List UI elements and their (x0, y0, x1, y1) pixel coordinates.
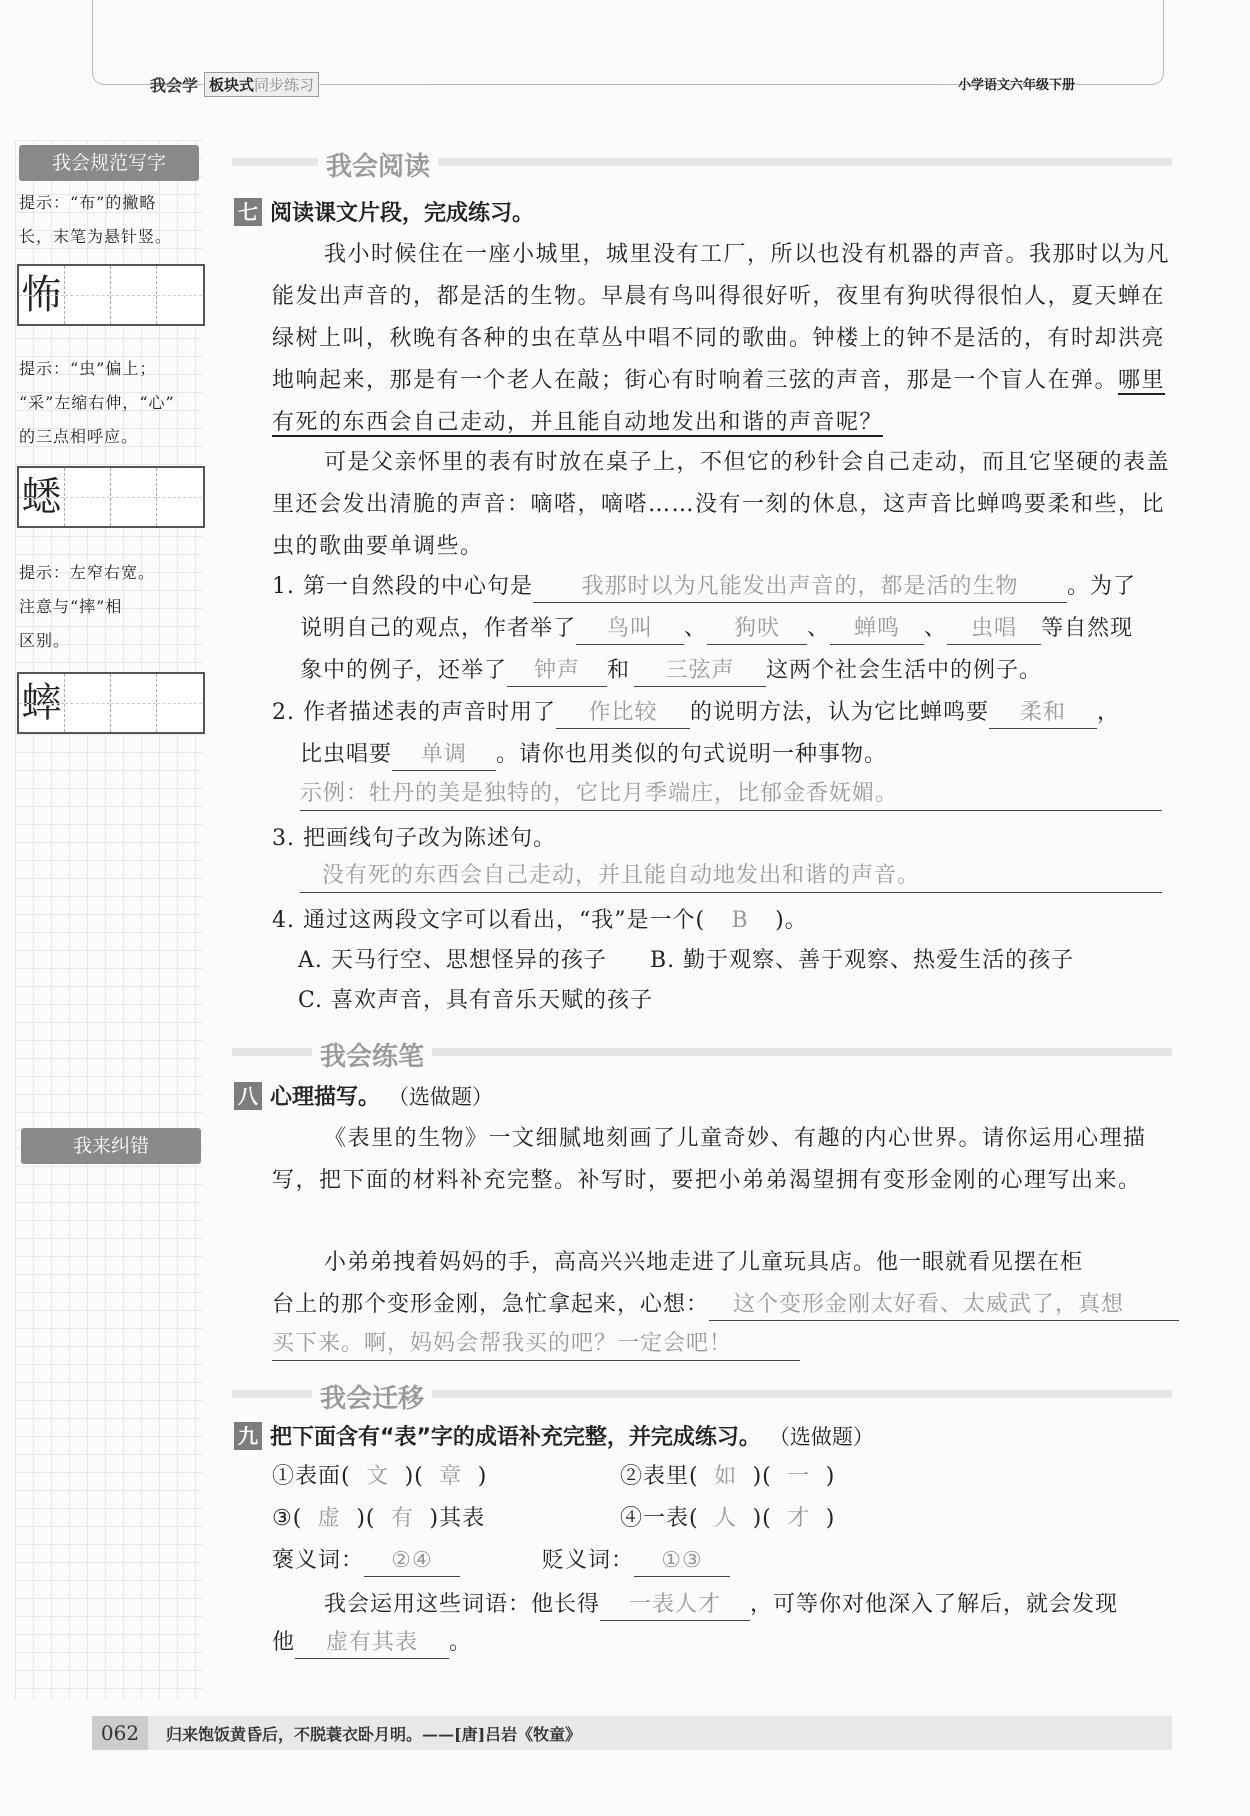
text: 、 (807, 616, 831, 641)
idiom-3 (272, 1498, 485, 1540)
question-title: 阅读课文片段，完成练习。 (270, 201, 535, 226)
q8-material-line-2 (272, 1284, 1179, 1326)
sub-question-1-line-2 (300, 608, 1133, 650)
header-divider (430, 84, 940, 85)
practice-cell (157, 674, 202, 732)
practice-cell (111, 674, 157, 732)
text: 褒义词： (272, 1548, 365, 1573)
option-b: B. 勤于观察、善于观察、热爱生活的孩子 (650, 948, 1075, 973)
section-title-transfer: 我会迁移 (312, 1378, 432, 1406)
text: 。 (449, 1630, 473, 1655)
answer-line-example[interactable]: 示例：牡丹的美是独特的，它比月季端庄，比郁金香妩媚。 (300, 778, 1162, 811)
answer-field[interactable]: 虚 (317, 1506, 341, 1531)
answer-field[interactable]: 一 (787, 1464, 811, 1489)
practice-cell (111, 468, 157, 526)
footer-quote: 归来饱饭黄昏后，不脱蓑衣卧月明。——[唐]吕岩《牧童》 (166, 1724, 582, 1744)
model-char-1: 怖 (19, 266, 65, 324)
tip-2-line-2: “采”左缩右伸，“心” (19, 393, 175, 412)
text: 比虫唱要 (300, 742, 393, 767)
tip-1 (19, 186, 209, 254)
q9-usage-line-1 (324, 1584, 1118, 1626)
answer-field[interactable]: 如 (714, 1464, 738, 1489)
sidebar-tab-handwriting: 我会规范写字 (19, 145, 199, 181)
text: ②表里( (620, 1464, 699, 1489)
practice-cell (65, 468, 111, 526)
text: 2. 作者描述表的声音时用了 (272, 700, 556, 725)
page-number: 062 (92, 1716, 148, 1750)
text: ， (1097, 700, 1121, 725)
answer-line-statement[interactable]: 没有死的东西会自己走动，并且能自动地发出和谐的声音。 (300, 860, 1162, 893)
text: 说明自己的观点，作者举了 (300, 616, 577, 641)
sub-question-4 (272, 900, 808, 942)
idiom-2 (620, 1456, 835, 1498)
practice-cell (65, 266, 111, 324)
header-brand (150, 72, 319, 97)
sub-question-1-line-3 (300, 650, 1042, 692)
question-title: 心理描写。 (270, 1085, 381, 1110)
text: ) (825, 1506, 836, 1531)
series-name: 板块式 (209, 76, 255, 94)
question-note: （选做题） (768, 1424, 874, 1449)
text: )其表 (429, 1506, 486, 1531)
option-c: C. 喜欢声音，具有音乐天赋的孩子 (298, 988, 654, 1013)
book-title: 小学语文六年级下册 (958, 78, 1076, 93)
sidebar (15, 140, 203, 1700)
text: 和 (607, 658, 631, 683)
text: 、 (924, 616, 948, 641)
model-char-2: 蟋 (19, 468, 65, 526)
text: 。为了 (1066, 574, 1136, 599)
passage-paragraph-1 (272, 234, 1176, 444)
text: 台上的那个变形金刚，急忙拿起来，心想： (272, 1292, 710, 1317)
text: 贬义词： (542, 1548, 635, 1573)
section-title-read: 我会阅读 (318, 146, 438, 174)
text: 这两个社会生活中的例子。 (766, 658, 1043, 683)
text: 、 (684, 616, 708, 641)
q8-instructions: 《表里的生物》一文细腻地刻画了儿童奇妙、有趣的内心世界。请你运用心理描写，把下面的材料补充完整。补写时，要把小弟弟渴望拥有变形金刚的心理写出来。 (272, 1126, 1147, 1193)
text: ) (477, 1464, 488, 1489)
sidebar-tab-correction: 我来纠错 (21, 1128, 201, 1164)
series-subname: 同步练习 (254, 76, 315, 94)
series-badge (204, 72, 319, 97)
model-char-3: 蟀 (19, 674, 65, 732)
question-title: 把下面含有“表”字的成语补充完整，并完成练习。 (270, 1425, 761, 1450)
q8-material-line-1: 小弟弟拽着妈妈的手，高高兴兴地走进了儿童玩具店。他一眼就看见摆在柜 (324, 1250, 1084, 1275)
answer-field[interactable]: 我那时以为凡能发出声音的，都是活的生物 (533, 572, 1067, 603)
answer-field[interactable]: ②④ (364, 1546, 460, 1577)
question-number: 八 (234, 1082, 262, 1110)
idiom-4 (620, 1498, 835, 1540)
text: 1. 第一自然段的中心句是 (272, 574, 533, 599)
tip-3-line-3: 区别。 (19, 631, 71, 650)
text: )( (752, 1464, 772, 1489)
text: 象中的例子，还举了 (300, 658, 508, 683)
char-practice-1 (17, 264, 205, 326)
underlined-sentence: 哪里有死的东西会自己走动，并且能自动地发出和谐的声音呢？ (272, 368, 1166, 435)
question-number: 九 (234, 1422, 262, 1450)
practice-cell (157, 468, 202, 526)
text: )。 (775, 908, 808, 933)
text: 4. 通过这两段文字可以看出，“我”是一个( (272, 908, 706, 933)
section-title-write: 我会练笔 (312, 1036, 432, 1064)
passage-text: 我小时候住在一座小城里，城里没有工厂，所以也没有机器的声音。我那时以为凡能发出声音的，都是活的生物。早晨有鸟叫得很好听，夜里有狗吠得很怕人，夏天蝉在绿树上叫，秋晚有各种的虫在草丛中唱不同的歌曲。钟楼上的钟不是活的，有时却洪亮地响起来，那是有一个老人在敲；街心有时响着三弦的声音，那是一个盲人在弹。 (272, 242, 1171, 393)
passage-paragraph-2: 可是父亲怀里的表有时放在桌子上，不但它的秒针会自己走动，而且它坚硬的表盖里还会发出清脆的声音：嘀嗒，嘀嗒……没有一刻的休息，这声音比蝉鸣要柔和些，比虫的歌曲要单调些。 (272, 450, 1171, 559)
option-a: A. 天马行空、思想怪异的孩子 (298, 948, 607, 973)
answer-field[interactable]: 人 (714, 1506, 738, 1531)
tip-3-line-1: 提示：左窄右宽。 (19, 563, 156, 582)
answer-line-q8[interactable]: 买下来。啊，妈妈会帮我买的吧？一定会吧！ (272, 1328, 800, 1361)
answer-field[interactable]: 柔和 (989, 698, 1097, 729)
answer-field[interactable]: 蝉鸣 (830, 614, 924, 645)
text: ①表面( (272, 1464, 351, 1489)
answer-choice[interactable]: B (731, 908, 749, 933)
text: 他 (272, 1630, 296, 1655)
answer-field[interactable]: 作比较 (556, 698, 690, 729)
text: )( (752, 1506, 772, 1531)
praise-words (272, 1540, 460, 1582)
char-practice-2 (17, 466, 205, 528)
question-8-heading (234, 1080, 493, 1111)
question-number: 七 (234, 198, 262, 226)
text: ) (825, 1464, 836, 1489)
text: 。请你也用类似的句式说明一种事物。 (496, 742, 888, 767)
practice-cell (157, 266, 202, 324)
text: ③( (272, 1506, 303, 1531)
answer-field[interactable]: 狗吠 (707, 614, 807, 645)
text: 我会运用这些词语：他长得 (324, 1592, 601, 1617)
answer-field[interactable]: 虚有其表 (295, 1628, 449, 1659)
sub-question-2-line-2 (300, 734, 887, 776)
sub-question-1-line-1 (272, 566, 1136, 608)
practice-cell (111, 266, 157, 324)
q9-usage-line-2 (272, 1622, 472, 1664)
text: ，可等你对他深入了解后，就会发现 (750, 1592, 1119, 1617)
answer-field[interactable]: 鸟叫 (576, 614, 684, 645)
text: )( (404, 1464, 424, 1489)
answer-field[interactable]: 章 (439, 1464, 463, 1489)
idiom-1 (272, 1456, 487, 1498)
text: 等自然现 (1041, 616, 1134, 641)
answer-field[interactable]: 一表人才 (600, 1590, 750, 1621)
practice-cell (65, 674, 111, 732)
tip-2-line-3: 的三点相呼应。 (19, 427, 139, 446)
question-9-heading (234, 1420, 874, 1451)
answer-field[interactable]: 单调 (392, 740, 496, 771)
tip-1-line-2: 长，末笔为悬针竖。 (19, 227, 173, 246)
char-practice-3 (17, 672, 205, 734)
answer-field[interactable]: 钟声 (507, 656, 607, 687)
answer-field[interactable]: 文 (366, 1464, 390, 1489)
answer-field[interactable]: 才 (787, 1506, 811, 1531)
tip-3 (19, 556, 209, 658)
answer-field[interactable]: 这个变形金刚太好看、太威武了，真想 (709, 1290, 1179, 1321)
text: 的说明方法，认为它比蝉鸣要 (689, 700, 989, 725)
answer-field[interactable]: 三弦声 (634, 656, 766, 687)
page-footer (92, 1716, 1172, 1750)
sub-question-3: 3. 把画线句子改为陈述句。 (272, 826, 556, 851)
brand-name: 我会学 (150, 76, 199, 95)
tip-2-line-1: 提示：“虫”偏上； (19, 359, 157, 378)
question-7-heading (234, 196, 534, 227)
answer-field[interactable]: 虫唱 (947, 614, 1041, 645)
text: )( (356, 1506, 376, 1531)
text: ④一表( (620, 1506, 699, 1531)
tip-3-line-2: 注意与“摔”相 (19, 597, 123, 616)
tip-1-line-1: 提示：“布”的撇略 (19, 193, 157, 212)
answer-field[interactable]: ①③ (634, 1546, 730, 1577)
question-note: （选做题） (388, 1084, 494, 1109)
derogatory-words (542, 1540, 730, 1582)
sub-question-2-line-1 (272, 692, 1120, 734)
tip-2 (19, 352, 209, 454)
answer-field[interactable]: 有 (390, 1506, 414, 1531)
